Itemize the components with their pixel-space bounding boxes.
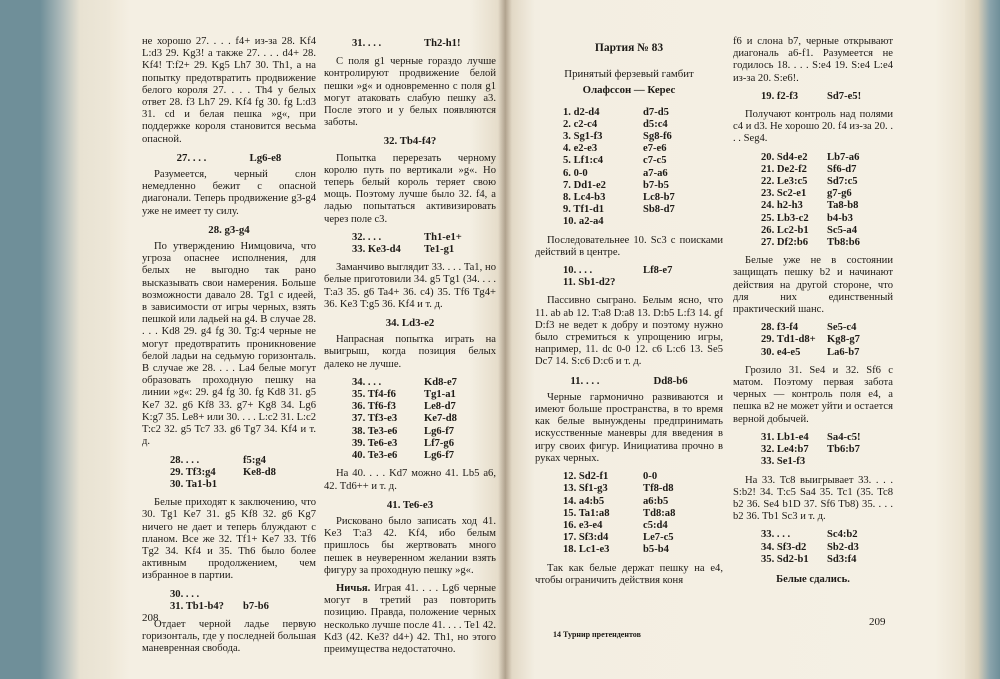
paragraph-text: Попытка перерезать черному королю путь по вертикали »g«. Но теперь белый король теряет свою мощь. Поэтому лучше было 32. f4, а ладью попытаться активизировать через поле c3. [324,152,496,225]
white-move: 33. . . . [761,529,791,541]
paragraph-text: Белые приходят к заключению, что 30. Tg1 Ke7 31. g5 Kf8 32. g6 Kg7 ничего не дает и теперь блуждают с планом. Все же 32. Tf1+ Ke7 33. Tf6 Tg2 34. Kf4 и 35. Th6 было более активным продолжением, чем избранное в партии. [142,497,316,582]
game-title: Партия № 83 [594,42,664,54]
black-move: Te1-g1 [424,244,455,256]
move-list [142,589,316,613]
move-list [324,377,496,462]
paragraph-text: не хорошо 27. . . . f4+ из-за 28. Kf4 L:d3 29. Kg3! а также 27. . . . d4+ 28. Kf4! T:f2+ 29. Kg5 Lh7 30. Th1, а на попытку предотвратить продвижение белого короля 27. . . . Th4 у белых ответ 28. f3 Lh7 29. Kf4 fg 30. fg L:d3 31. cd и белая пешка »g«, при поддержке короля становится весьма опасной. [142,36,316,145]
black-move: Lg6-f7 [424,450,455,462]
paragraph-text: Грозило 31. Se4 и 32. Sf6 с матом. Поэтому первая забота черных — контроль поля e4, а пешка в2 не может уйти и остается верной добычей. [733,364,893,425]
black-move: Le7-c5 [643,532,674,544]
white-move: 32. . . . [352,231,382,243]
black-move: Kd8-e7 [424,376,457,388]
black-move [243,479,316,491]
black-move: Tf8-d8 [643,483,674,495]
white-move: 12. Sd2-f1 [563,471,609,483]
black-move: Lf7-g6 [424,437,455,449]
white-move: 34. . . . [352,376,382,388]
black-move: Sf6-d7 [827,163,857,175]
white-move: 32. Le4:b7 [761,444,809,456]
black-move: a7-a6 [643,167,668,179]
white-move: 21. De2-f2 [761,163,807,175]
commentary-paragraph [324,153,496,226]
commentary-paragraph [324,56,496,129]
white-move: 2. c2-c4 [563,118,598,130]
paragraph-text: Пассивно сыграно. Белым ясно, что 11. ab ab 12. T:a8 D:a8 13. D:b5 L:f3 14. gf D:f3 не ведет к добру и поэтому нужно было стремиться к упрощению игры, например, 11. dc 0-0 12. c6 L:c6 13. Se5 Dc7 14. S:c6 D:c6 и т. д. [535,295,723,368]
paragraph-text: На 40. . . . Kd7 можно 41. Lb5 a6, 42. Td6++ и т. д. [324,468,496,492]
white-move: 29. Td1-d8+ [761,334,816,346]
game-subtitle: Принятый ферзевый гамбит [564,68,694,81]
black-move: Sd7-e5! [827,90,862,102]
black-move: Th2-h1! [424,38,461,49]
commentary-paragraph [733,36,893,85]
black-move: Sb2-d3 [827,541,859,553]
move-heading: 28. g3-g4 [208,223,250,236]
commentary-paragraph [324,468,496,492]
paragraph-text: Черные гармонично развиваются и имеют больше пространства, в то время как белые вынуждены предпринимать искусственные маневры для введения в игру своих фигур. Инициатива прочно в руках черных. [535,391,723,464]
white-move: 10. . . . [563,265,593,277]
black-move: e7-e6 [643,143,667,155]
move-list [535,265,723,289]
black-move: Ta8-b8 [827,200,859,212]
signature-footer: 14 Турнир претендентов [553,630,641,639]
black-move: Lg6-f7 [424,425,455,437]
move-heading: 34. Ld3-e2 [385,317,435,330]
black-move: Tg1-a1 [424,389,456,401]
white-move: 17. Sf3:d4 [563,532,609,544]
paragraph-text: f6 и слона b7, черные открывают диагональ a6-f1. Разумеется не годилось 18. . . . S:e4 19. S:e4 L:e4 из-за 20. S:e6!. [733,36,893,84]
move-list [324,38,496,50]
black-move: a6:b5 [643,495,669,507]
move-list [733,322,893,359]
black-move: Sb8-d7 [643,204,675,216]
book-edge-right [960,0,1000,679]
commentary-paragraph [535,392,723,465]
paragraph-text: Белые уже не в состоянии защищать пешку b2 и начинают действия на другой стороне, что для них единственный практический шанс. [733,255,893,316]
black-move: Td8:a8 [643,507,676,519]
paragraph-text: Получают контроль над полями c4 и d3. Не хорошо 20. f4 из-за 20. . . . Seg4. [733,109,893,145]
black-move: g7-g6 [827,188,852,200]
white-move: 31. Tb1-b4? [170,600,224,612]
move-list [535,471,723,556]
white-move: 37. Tf3-e3 [352,413,398,425]
white-move: 5. Lf1:c4 [563,155,604,167]
paragraph-text: Так как белые держат пешку на e4, чтобы ограничить действия коня [535,562,723,586]
white-move: 4. e2-e3 [563,143,598,155]
bold-lead: Ничья. [336,582,371,594]
white-move: 24. h2-h3 [761,200,803,212]
white-move: 3. Sg1-f3 [563,131,603,143]
move-list [733,91,893,103]
black-move: Kg8-g7 [827,334,860,346]
commentary-paragraph [733,365,893,426]
move-heading: 41. Te6-e3 [386,498,434,511]
commentary-paragraph [535,295,723,368]
black-move: d7-d5 [643,106,669,118]
black-move: c7-c5 [643,155,667,167]
white-move: 28. f3-f4 [761,322,799,334]
white-move: 31. . . . [352,38,382,49]
white-move: 33. Ke3-d4 [352,244,401,256]
white-move: 33. Se1-f3 [761,456,806,468]
move-list [142,455,316,492]
commentary-paragraph [324,334,496,371]
commentary-paragraph [324,262,496,311]
white-move: 30. Ta1-b1 [170,478,218,490]
commentary-paragraph [142,241,316,448]
white-move: 30. e4-e5 [761,346,801,358]
black-move: Le8-d7 [424,401,456,413]
white-move: 9. Tf1-d1 [563,204,605,216]
paragraph-text: По утверждению Нимцовича, что угроза опаснее исполнения, для белых не выгодно так рано высказывать свои намерения. Больше возможности давало 28. Tg1 с идеей, в зависимости от игры черных, взять пешкой или ладьей на g4. В случае 28. . . . Kd8 29. g4 fg 30. Tg:4 черные не могут предотвратить проникновение белой ладьи на седьмую горизонталь. В случае же 28. . . . La4 белые могут образовать проходную пешку на линии »g«: 29. g4 fg 30. fg Kd8 31. g5 Ke7 32. g6 Kf8 33. g7+ Kg8 34. Lg6 K:g7 35. Le8+ или 30. . . . L:c2 31. L:c2 T:c2 32. g5 Tc7 33. g6 Tg7 34. Kf4 и т. д. [142,241,316,448]
black-move: Tb8:b6 [827,237,860,249]
left-page-column-1 [142,36,316,662]
white-move: 30. . . . [170,588,200,600]
black-move: b5-b4 [643,544,669,556]
move-list [733,432,893,469]
commentary-paragraph [142,36,316,146]
move-heading: 11. . . . Dd8-b6 [570,374,688,387]
move-list [535,107,723,229]
paragraph-text: Отдает черной ладье первую горизонталь, где у последней большая маневренная свобода. [142,618,316,655]
black-move: 0-0 [643,471,658,483]
commentary-paragraph [142,169,316,218]
white-move: 35. Tf4-f6 [352,389,396,401]
black-move [243,589,316,601]
black-move [643,216,723,228]
black-move: c5:d4 [643,519,668,531]
black-move [827,456,893,468]
move-heading: 32. Tb4-f4? [383,135,437,148]
left-page [110,0,505,679]
paragraph-text: Напрасная попытка играть на выигрыш, когда позиция белых далеко не лучше. [324,334,496,370]
paragraph-text: С поля g1 черные гораздо лучше контролируют продвижение белой пешки »g« и одновременно с поля g1 могут атаковать слабую пешку a3. После этого и у белых появляются заботы. [324,56,496,129]
black-move: La6-b7 [827,346,860,358]
commentary-paragraph [324,583,496,656]
paragraph-text: Последовательнее 10. Sc3 с поисками действий в центре. [535,234,723,258]
commentary-paragraph [733,109,893,146]
game-players: Олафссон — Керес [582,84,676,97]
black-move: Sc4:b2 [827,529,858,541]
black-move: d5:c4 [643,118,668,130]
commentary-paragraph [142,497,316,582]
white-move: 34. Sf3-d2 [761,541,807,553]
commentary-paragraph [733,255,893,316]
white-move: 20. Sd4-e2 [761,151,808,163]
move-list [733,152,893,250]
black-move: Sa4-c5! [827,431,861,443]
black-move: f5:g4 [243,454,266,466]
white-move: 28. . . . [170,454,200,466]
left-page-column-2 [324,36,496,662]
white-move: 38. Te3-e6 [352,425,398,437]
paragraph-text: Рисковано было записать ход 41. Ke3 T:a3 42. Kf4, ибо белым пришлось бы жертвовать много пешек в неуверенном желании взять фигуру за проходную пешку »g«. [324,515,496,576]
black-move: Ke7-d8 [424,413,457,425]
white-move: 13. Sf1-g3 [563,483,608,495]
commentary-paragraph [324,516,496,577]
paragraph-text: Играя 41. . . . Lg6 черные могут в третий раз повторить позицию. Правда, положение черных несколько лучше после 41. . . . Te1 42. Kd3 (42. Ke3? d4+) 42. Th1, но этого преимущества недостаточно. [324,582,496,655]
white-move: 15. Ta1:a8 [563,507,610,519]
right-page [505,0,965,679]
black-move: Sd7:c5 [827,176,858,188]
move-heading: 27. . . . Lg6-e8 [176,151,282,164]
white-move: 39. Te6-e3 [352,437,398,449]
black-move: Sg8-f6 [643,131,672,143]
right-page-column-2 [733,36,893,586]
white-move: 14. a4:b5 [563,495,605,507]
white-move: 18. Lc1-e3 [563,544,610,556]
black-move [643,277,723,289]
right-page-number: 209 [869,616,886,628]
white-move: 16. e3-e4 [563,519,603,531]
paragraph-text: На 33. Tc8 выигрывает 33. . . . S:b2! 34. T:c5 Sa4 35. Tc1 (35. Tc8 b2 36. Se4 b1D 37. Sf6 Tb8) 35. . . . b2 36. Tb1 Sc3 и т. д. [733,474,893,523]
white-move: 40. Te3-e6 [352,450,398,462]
white-move: 1. d2-d4 [563,106,600,118]
black-move: Ke8-d8 [243,466,276,478]
white-move: 22. Le3:c5 [761,176,808,188]
white-move: 36. Tf6-f3 [352,401,396,413]
black-move: Lb7-a6 [827,151,860,163]
black-move: Tb6:b7 [827,444,860,456]
black-move: Lf8-e7 [643,265,673,277]
black-move: Sd3:f4 [827,553,857,565]
white-move: 8. Lc4-b3 [563,192,606,204]
move-list [733,529,893,566]
white-move: 11. Sb1-d2? [563,277,616,289]
white-move: 7. Dd1-e2 [563,179,606,191]
white-move: 6. 0-0 [563,167,588,179]
black-move: Se5-c4 [827,322,857,334]
black-move: Th1-e1+ [424,231,462,243]
paragraph-text: Заманчиво выглядит 33. . . . Ta1, но белые приготовили 34. g5 Tg1 (34. . . . T:a3 35. g6 Ta4+ 36. c4) 35. Tf6 Tg4+ 36. Ke3 T:g5 36. Kf4 и т. д. [324,262,496,310]
white-move: 19. f2-f3 [761,90,799,102]
black-move: b4-b3 [827,212,853,224]
move-list [324,232,496,256]
book-edge-left [0,0,120,679]
white-move: 23. Sc2-e1 [761,188,807,200]
black-move: b7-b5 [643,179,669,191]
black-move: Lc8-b7 [643,192,675,204]
left-page-number: 208 [142,612,159,624]
white-move: 26. Lc2-b1 [761,224,809,236]
white-move: 35. Sd2-b1 [761,553,809,565]
black-move: b7-b6 [243,600,269,612]
book-gutter [498,0,512,679]
white-move: 31. Lb1-e4 [761,431,809,443]
commentary-paragraph [535,563,723,587]
white-move: 29. Tf3:g4 [170,466,216,478]
commentary-paragraph [733,475,893,524]
right-page-column-1 [535,36,723,593]
black-move: Sc5-a4 [827,224,858,236]
game-ending: Белые сдались. [776,573,850,585]
white-move: 27. Df2:b6 [761,237,809,249]
commentary-paragraph [535,235,723,259]
paragraph-text: Разумеется, черный слон немедленно бежит с опасной диагонали. Теперь продвижение g3-g4 уже не имеет ту силу. [142,169,316,217]
white-move: 25. Lb3-c2 [761,212,809,224]
commentary-paragraph [142,619,316,656]
white-move: 10. a2-a4 [563,216,604,228]
